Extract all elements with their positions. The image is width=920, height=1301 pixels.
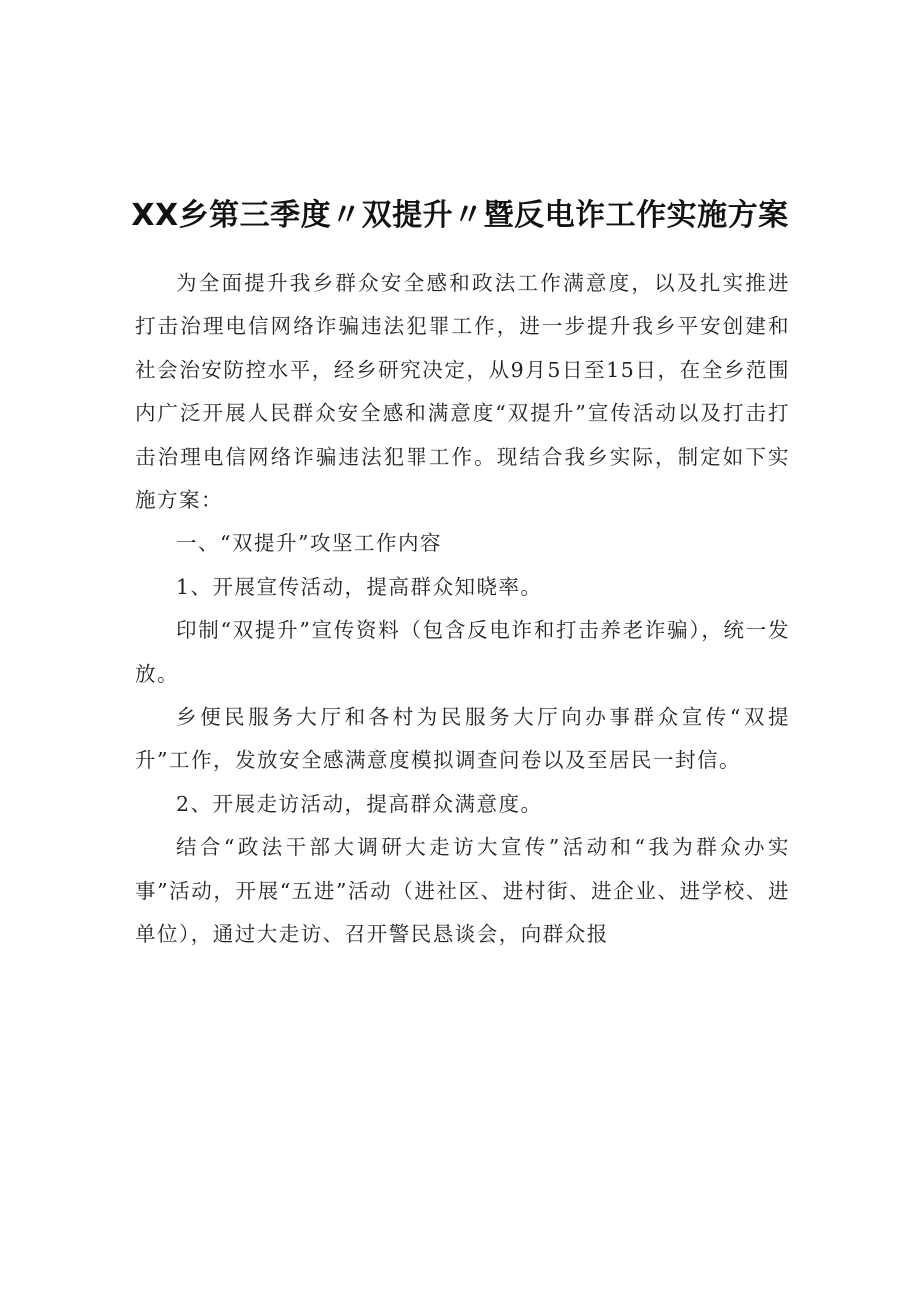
- paragraph-service-hall: 乡便民服务大厅和各村为民服务大厅向办事群众宣传“双提升”工作，发放安全感满意度模拟调查问卷以及至居民一封信。: [135, 705, 790, 773]
- paragraph-print-materials: 印制“双提升”宣传资料（包含反电诈和打击养老诈骗），统一发放。: [135, 618, 790, 686]
- section-heading-1: 一、“双提升”攻坚工作内容: [176, 531, 442, 556]
- subheading-1: 1、开展宣传活动，提高群众知晓率。: [176, 574, 543, 599]
- document-title: XX乡第三季度〃双提升〃暨反电诈工作实施方案: [131, 198, 789, 234]
- paragraph-visits: 结合“政法干部大调研大走访大宣传”活动和“我为群众办实事”活动，开展“五进”活动（进社区、进村街、进企业、进学校、进单位），通过大走访、召开警民恳谈会，向群众报: [135, 835, 790, 947]
- subheading-2: 2、开展走访活动，提高群众满意度。: [176, 791, 543, 816]
- document-body: [135, 262, 790, 957]
- paragraph-intro: 为全面提升我乡群众安全感和政法工作满意度，以及扎实推进打击治理电信网络诈骗违法犯罪工作，进一步提升我乡平安创建和社会治安防控水平，经乡研究决定，从9月5日至15日，在全乡范围内广泛开展人民群众安全感和满意度“双提升”宣传活动以及打击打击治理电信网络诈骗违法犯罪工作。现结合我乡实际，制定如下实施方案：: [135, 271, 790, 513]
